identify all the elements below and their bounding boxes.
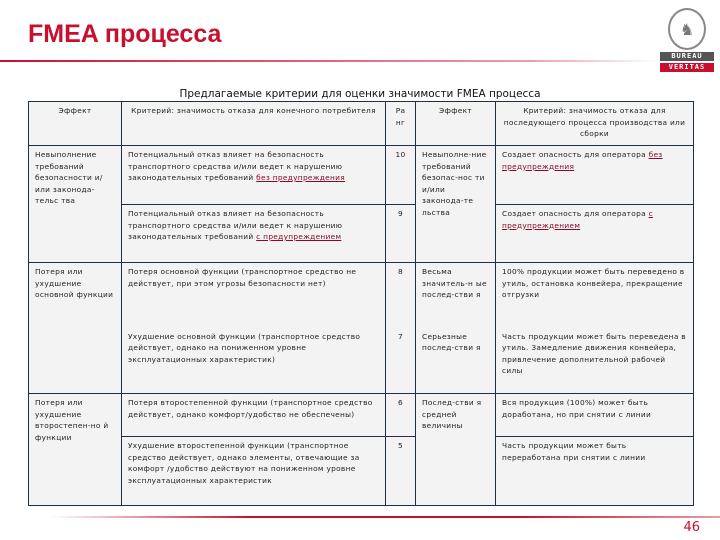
footer-divider: [50, 516, 720, 518]
criterion-cell: Ухудшение основной функции (транспортное средство действует, однако на пониженном уровне эксплуатационных характеристик): [122, 328, 386, 394]
header-effect2: Эффект: [416, 102, 496, 146]
table-row: [29, 394, 694, 437]
header-criterion-customer: Критерий: значимость отказа для конечного потребителя: [122, 102, 386, 146]
rank-cell: 9: [386, 205, 416, 263]
process-cell: Часть продукции может быть переведена в утиль. Замедление движения конвейера, привлечение дополнительной рабочей силы: [496, 328, 694, 394]
criterion-text: Потенциальный отказ влияет на безопасность транспортного средства и/или ведет к нарушению законодательных требований: [128, 150, 343, 182]
title-divider: [0, 60, 660, 62]
criterion-highlight: без предупреждения: [256, 173, 345, 182]
criterion-cell: Ухудшение второстепенной функции (транспортное средство действует, однако элементы, отвечающие за комфорт /удобство действуют на пониженном уровне эксплуатационных характеристик: [122, 437, 386, 506]
criterion-cell: Потеря основной функции (транспортное средство не действует, при этом угрозы безопасности нет): [122, 263, 386, 328]
table-row: [29, 437, 694, 506]
rank-cell: 8: [386, 263, 416, 328]
effect-cell: Потеря или ухудшение второстепен-но й функции: [29, 394, 122, 506]
process-text: Создает опасность для оператора: [502, 209, 646, 218]
rank-cell: 10: [386, 146, 416, 205]
process-cell: [496, 205, 694, 263]
table-row: [29, 146, 694, 205]
header-rank: Ра нг: [386, 102, 416, 146]
header-effect: Эффект: [29, 102, 122, 146]
page-number: 46: [683, 520, 700, 535]
table-row: [29, 263, 694, 328]
process-highlight: с предупреждением: [502, 209, 653, 230]
process-cell: Вся продукция (100%) может быть доработана, но при снятии с линии: [496, 394, 694, 437]
criterion-text: Потенциальный отказ влияет на безопасность транспортного средства и/или ведет к нарушению законодательных требований: [128, 209, 343, 241]
effect-cell: Потеря или ухудшение основной функции: [29, 263, 122, 394]
process-cell: [496, 146, 694, 205]
rank-cell: 5: [386, 437, 416, 506]
logo-line2: VERITAS: [660, 63, 714, 72]
fmea-severity-table: [28, 101, 694, 506]
seal-icon: ♞: [668, 8, 706, 50]
logo-line1: BUREAU: [660, 52, 714, 61]
table-caption: Предлагаемые критерии для оценки значимости FMEA процесса: [179, 88, 541, 100]
header-criterion-process: Критерий: значимость отказа для последующего процесса производства или сборки: [496, 102, 694, 146]
effect-cell: Невыполнение требований безопасности и/или законода-тельс тва: [29, 146, 122, 263]
effect2-cell: Весьма значитель-н ые послед-стви я: [416, 263, 496, 328]
process-text: Создает опасность для оператора: [502, 150, 646, 159]
process-cell: Часть продукции может быть переработана при снятии с линии: [496, 437, 694, 506]
table-row: [29, 205, 694, 263]
criterion-cell: [122, 205, 386, 263]
bureau-veritas-logo: [660, 8, 714, 72]
effect2-cell: Невыполне-ние требований безопас-нос ти и/или законода-те льства: [416, 146, 496, 263]
process-cell: 100% продукции может быть переведено в утиль, остановка конвейера, прекращение отгрузки: [496, 263, 694, 328]
criterion-cell: Потеря второстепенной функции (транспортное средство действует, однако комфорт/удобство не обеспечены): [122, 394, 386, 437]
criterion-highlight: с предупреждением: [256, 232, 342, 241]
rank-cell: 7: [386, 328, 416, 394]
table-row: [29, 328, 694, 394]
criterion-cell: [122, 146, 386, 205]
effect2-cell: Послед-стви я средней величины: [416, 394, 496, 506]
slide-title: FMEA процесса: [28, 20, 222, 48]
process-highlight: без предупреждения: [502, 150, 663, 171]
effect2-cell: Серьезные послед-стви я: [416, 328, 496, 394]
rank-cell: 6: [386, 394, 416, 437]
header-row: [29, 102, 694, 146]
